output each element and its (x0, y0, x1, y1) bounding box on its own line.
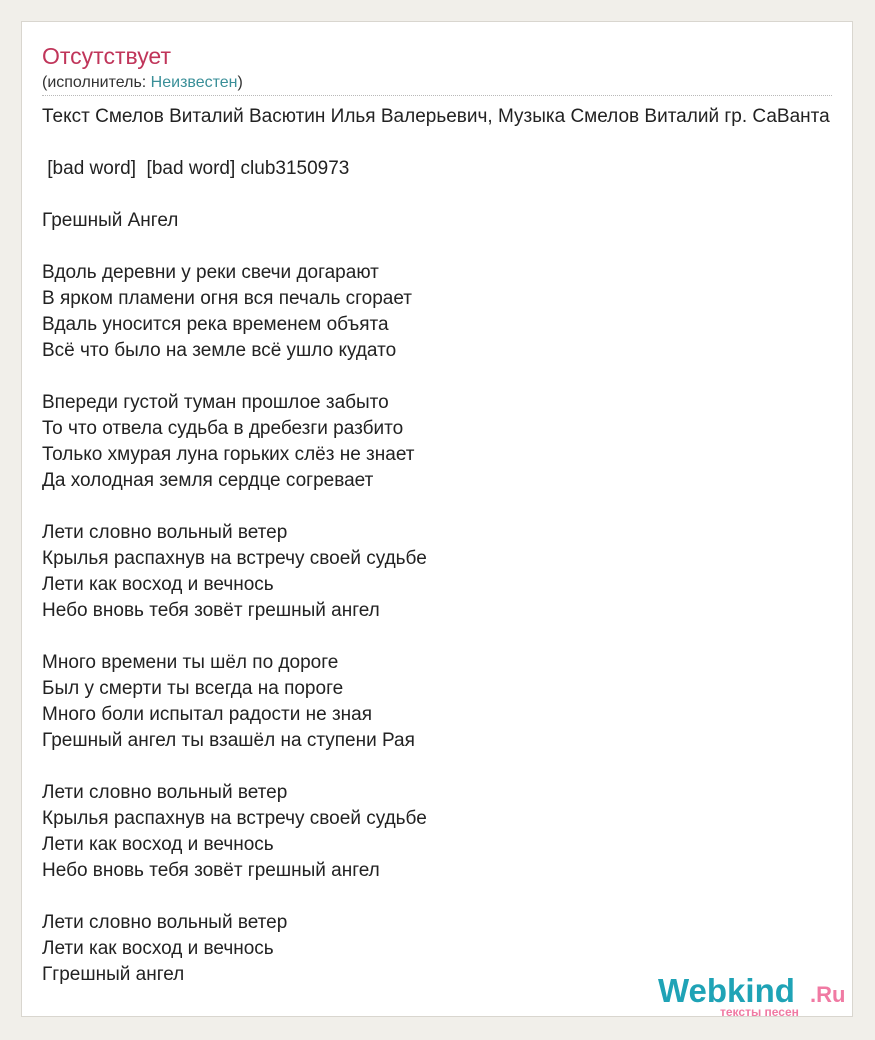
lyric-line: Лети как восход и вечнось (42, 938, 274, 959)
artist-suffix: ) (237, 74, 243, 91)
lyric-line: Всё что было на земле всё ушло кудато (42, 340, 397, 361)
lyric-line (42, 494, 830, 520)
lyric-line: Ггрешный ангел (42, 964, 185, 985)
lyrics-text (42, 104, 830, 988)
lyric-line: Крылья распахнув на встречу своей судьбе (42, 548, 427, 569)
lyric-line (42, 754, 830, 780)
artist-prefix: (исполнитель: (42, 74, 151, 91)
lyrics-card (21, 21, 853, 1017)
site-watermark (658, 972, 853, 1017)
watermark-brand: Webkind (658, 972, 795, 1009)
lyric-line (42, 884, 830, 910)
lyric-line: Только хмурая луна горьких слёз не знает (42, 444, 415, 465)
lyric-line: Текст Смелов Виталий Васютин Илья Валерьевич, Музыка Смелов Виталий гр. СаВанта (42, 106, 830, 127)
watermark-logo (658, 972, 853, 1017)
lyric-line: Да холодная земля сердце согревает (42, 470, 374, 491)
lyric-line: Лети словно вольный ветер (42, 912, 288, 933)
lyric-line (42, 130, 830, 156)
watermark-tagline: тексты песен (720, 1005, 799, 1017)
lyric-line: Лети как восход и вечнось (42, 574, 274, 595)
lyric-line: [bad word] [bad word] club3150973 (42, 158, 350, 179)
lyric-line: В ярком пламени огня вся печаль сгорает (42, 288, 413, 309)
lyric-line (42, 182, 830, 208)
lyric-line (42, 624, 830, 650)
artist-line (42, 73, 243, 93)
watermark-tld: .Ru (810, 982, 846, 1007)
lyric-line: Вдаль уносится река временем объята (42, 314, 389, 335)
lyric-line: Грешный Ангел (42, 210, 179, 231)
divider (42, 95, 832, 96)
lyric-line (42, 234, 830, 260)
artist-link[interactable]: Неизвестен (150, 74, 238, 91)
lyric-line: Крылья распахнув на встречу своей судьбе (42, 808, 427, 829)
lyric-line (42, 364, 830, 390)
song-title: Отсутствует (42, 43, 171, 69)
lyric-line: Грешный ангел ты взашёл на ступени Рая (42, 730, 415, 751)
lyric-line: Был у смерти ты всегда на пороге (42, 678, 344, 699)
lyric-line: Небо вновь тебя зовёт грешный ангел (42, 860, 380, 881)
lyric-line: Лети словно вольный ветер (42, 522, 288, 543)
lyric-line: Вдоль деревни у реки свечи догарают (42, 262, 379, 283)
lyric-line: То что отвела судьба в дребезги разбито (42, 418, 404, 439)
lyric-line: Много боли испытал радости не зная (42, 704, 373, 725)
lyric-line: Лети как восход и вечнось (42, 834, 274, 855)
lyric-line: Впереди густой туман прошлое забыто (42, 392, 389, 413)
lyric-line: Лети словно вольный ветер (42, 782, 288, 803)
lyric-line: Небо вновь тебя зовёт грешный ангел (42, 600, 380, 621)
lyric-line: Много времени ты шёл по дороге (42, 652, 339, 673)
